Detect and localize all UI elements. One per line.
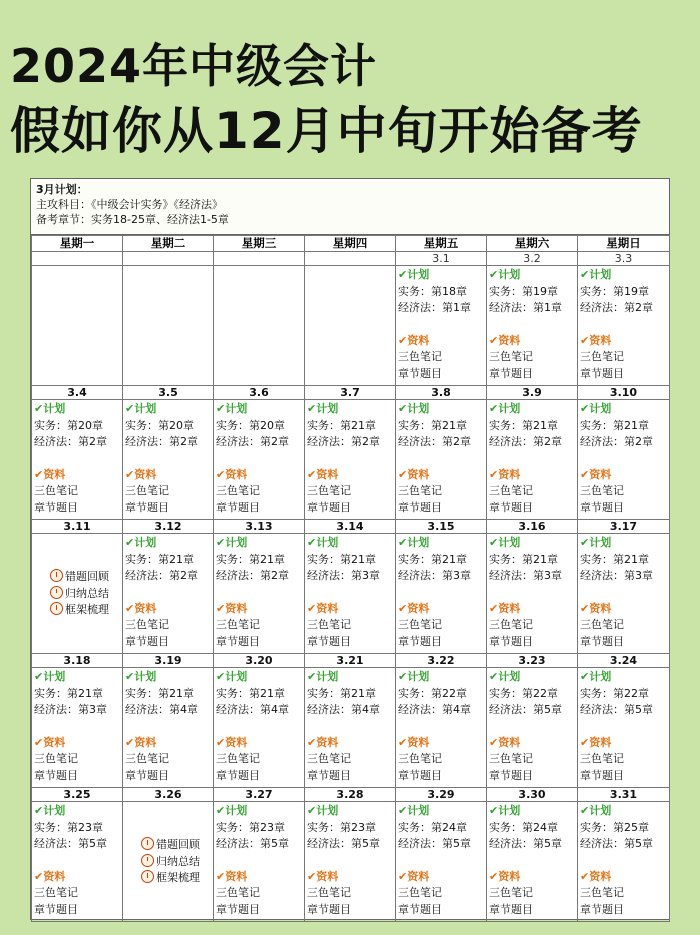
plan-label: ✔计划	[398, 268, 430, 281]
resource-label: ✔资料	[489, 735, 521, 749]
date-label: 3.13	[214, 520, 305, 534]
plan-label: ✔计划	[216, 804, 248, 817]
jingjifa-chapter: 经济法：第2章	[398, 435, 471, 448]
resource-label: ✔资料	[398, 869, 430, 883]
date-label: 3.1	[396, 252, 487, 266]
plan-sheet	[30, 178, 670, 920]
resource-notes: 三色笔记	[34, 752, 78, 765]
resource-questions: 章节题目	[307, 902, 351, 916]
day-cell	[578, 534, 670, 654]
date-label	[32, 252, 123, 266]
resource-label: ✔资料	[489, 467, 521, 481]
date-label: 3.11	[32, 520, 123, 534]
shiwu-chapter: 实务：第20章	[34, 418, 103, 432]
resource-questions: 章节题目	[34, 902, 78, 916]
date-label: 3.10	[578, 386, 670, 400]
plan-label: ✔计划	[489, 402, 521, 415]
weekday-header: 星期一	[32, 236, 123, 252]
jingjifa-chapter: 经济法：第2章	[125, 435, 198, 448]
resource-label: ✔资料	[489, 333, 521, 347]
plan-label: ✔计划	[489, 670, 521, 683]
resource-label: ✔资料	[216, 869, 248, 883]
resource-questions: 章节题目	[216, 634, 260, 648]
resource-questions: 章节题目	[307, 634, 351, 648]
alarm-clock-icon	[141, 870, 154, 883]
plan-label: ✔计划	[489, 268, 521, 281]
date-row	[32, 386, 670, 400]
date-label: 3.19	[123, 654, 214, 668]
plan-label: ✔计划	[307, 536, 339, 549]
weekday-header: 星期日	[578, 236, 670, 252]
jingjifa-chapter: 经济法：第2章	[125, 569, 198, 582]
weekday-header: 星期六	[487, 236, 578, 252]
shiwu-chapter: 实务：第21章	[307, 552, 376, 566]
resource-questions: 章节题目	[489, 634, 533, 648]
resource-notes: 三色笔记	[398, 886, 442, 899]
resource-notes: 三色笔记	[580, 350, 624, 363]
resource-questions: 章节题目	[125, 768, 169, 782]
shiwu-chapter: 实务：第21章	[398, 418, 467, 432]
resource-questions: 章节题目	[216, 500, 260, 514]
date-label: 3.22	[396, 654, 487, 668]
day-row	[32, 400, 670, 520]
day-cell	[32, 400, 123, 520]
resource-label: ✔资料	[125, 467, 157, 481]
day-row	[32, 668, 670, 788]
jingjifa-chapter: 经济法：第2章	[489, 435, 562, 448]
jingjifa-chapter: 经济法：第3章	[34, 703, 107, 716]
jingjifa-chapter: 经济法：第2章	[580, 435, 653, 448]
day-cell	[123, 802, 214, 922]
jingjifa-chapter: 经济法：第5章	[489, 837, 562, 850]
jingjifa-chapter: 经济法：第1章	[489, 301, 562, 314]
day-cell	[487, 534, 578, 654]
weekday-header: 星期五	[396, 236, 487, 252]
alarm-clock-icon	[50, 602, 63, 615]
shiwu-chapter: 实务：第19章	[580, 284, 649, 298]
shiwu-chapter: 实务：第21章	[125, 552, 194, 566]
plan-label: ✔计划	[216, 670, 248, 683]
shiwu-chapter: 实务：第23章	[34, 820, 103, 834]
review-item: 归纳总结	[156, 854, 200, 868]
jingjifa-chapter: 经济法：第4章	[307, 703, 380, 716]
shiwu-chapter: 实务：第21章	[216, 686, 285, 700]
jingjifa-chapter: 经济法：第2章	[580, 301, 653, 314]
plan-label: ✔计划	[398, 804, 430, 817]
jingjifa-chapter: 经济法：第5章	[34, 837, 107, 850]
resource-questions: 章节题目	[34, 500, 78, 514]
resource-notes: 三色笔记	[489, 350, 533, 363]
resource-label: ✔资料	[216, 467, 248, 481]
date-label: 3.9	[487, 386, 578, 400]
resource-notes: 三色笔记	[398, 752, 442, 765]
resource-label: ✔资料	[398, 333, 430, 347]
plan-label: ✔计划	[580, 268, 612, 281]
day-row	[32, 802, 670, 922]
day-cell	[578, 400, 670, 520]
resource-notes: 三色笔记	[398, 350, 442, 363]
jingjifa-chapter: 经济法：第5章	[580, 703, 653, 716]
date-label: 3.7	[305, 386, 396, 400]
resource-questions: 章节题目	[489, 500, 533, 514]
resource-notes: 三色笔记	[34, 886, 78, 899]
jingjifa-chapter: 经济法：第3章	[307, 569, 380, 582]
shiwu-chapter: 实务：第23章	[307, 820, 376, 834]
day-cell	[123, 668, 214, 788]
date-label: 3.27	[214, 788, 305, 802]
date-label: 3.21	[305, 654, 396, 668]
jingjifa-chapter: 经济法：第5章	[398, 837, 471, 850]
plan-info	[31, 179, 669, 235]
resource-label: ✔资料	[307, 601, 339, 615]
resource-notes: 三色笔记	[489, 618, 533, 631]
resource-label: ✔资料	[307, 467, 339, 481]
plan-label: ✔计划	[398, 670, 430, 683]
resource-questions: 章节题目	[489, 768, 533, 782]
resource-questions: 章节题目	[489, 902, 533, 916]
date-label: 3.2	[487, 252, 578, 266]
resource-questions: 章节题目	[307, 500, 351, 514]
jingjifa-chapter: 经济法：第3章	[580, 569, 653, 582]
resource-label: ✔资料	[34, 869, 66, 883]
resource-notes: 三色笔记	[307, 886, 351, 899]
resource-label: ✔资料	[489, 869, 521, 883]
plan-label: ✔计划	[34, 804, 66, 817]
resource-notes: 三色笔记	[489, 752, 533, 765]
resource-notes: 三色笔记	[216, 886, 260, 899]
review-list	[34, 535, 122, 619]
resource-label: ✔资料	[580, 869, 612, 883]
plan-subjects: 主攻科目：《中级会计实务》《经济法》	[36, 198, 223, 211]
day-cell	[396, 668, 487, 788]
jingjifa-chapter: 经济法：第2章	[34, 435, 107, 448]
day-cell	[305, 534, 396, 654]
resource-label: ✔资料	[125, 735, 157, 749]
resource-label: ✔资料	[489, 601, 521, 615]
date-label: 3.31	[578, 788, 670, 802]
day-cell	[487, 668, 578, 788]
date-label	[123, 252, 214, 266]
shiwu-chapter: 实务：第22章	[580, 686, 649, 700]
date-label: 3.30	[487, 788, 578, 802]
weekday-header-row	[32, 236, 670, 252]
resource-questions: 章节题目	[34, 768, 78, 782]
plan-label: ✔计划	[489, 804, 521, 817]
resource-label: ✔资料	[34, 467, 66, 481]
alarm-clock-icon	[141, 854, 154, 867]
day-cell	[32, 802, 123, 922]
shiwu-chapter: 实务：第24章	[489, 820, 558, 834]
day-cell	[487, 802, 578, 922]
resource-notes: 三色笔记	[580, 484, 624, 497]
jingjifa-chapter: 经济法：第3章	[398, 569, 471, 582]
resource-label: ✔资料	[580, 467, 612, 481]
resource-notes: 三色笔记	[307, 484, 351, 497]
resource-questions: 章节题目	[398, 634, 442, 648]
date-label: 3.23	[487, 654, 578, 668]
jingjifa-chapter: 经济法：第5章	[307, 837, 380, 850]
resource-questions: 章节题目	[580, 634, 624, 648]
jingjifa-chapter: 经济法：第5章	[216, 837, 289, 850]
jingjifa-chapter: 经济法：第5章	[580, 837, 653, 850]
shiwu-chapter: 实务：第23章	[216, 820, 285, 834]
resource-questions: 章节题目	[489, 366, 533, 380]
plan-label: ✔计划	[580, 804, 612, 817]
resource-label: ✔资料	[307, 735, 339, 749]
date-label: 3.28	[305, 788, 396, 802]
review-item: 框架梳理	[156, 871, 200, 884]
plan-label: ✔计划	[398, 402, 430, 415]
shiwu-chapter: 实务：第21章	[489, 552, 558, 566]
date-row	[32, 788, 670, 802]
resource-questions: 章节题目	[580, 768, 624, 782]
date-label: 3.25	[32, 788, 123, 802]
date-label: 3.20	[214, 654, 305, 668]
plan-label: ✔计划	[216, 402, 248, 415]
date-row	[32, 252, 670, 266]
date-label	[305, 252, 396, 266]
shiwu-chapter: 实务：第21章	[216, 552, 285, 566]
shiwu-chapter: 实务：第24章	[398, 820, 467, 834]
day-cell	[32, 534, 123, 654]
day-cell	[487, 266, 578, 386]
resource-notes: 三色笔记	[580, 618, 624, 631]
plan-label: ✔计划	[307, 670, 339, 683]
plan-label: ✔计划	[307, 402, 339, 415]
resource-notes: 三色笔记	[489, 886, 533, 899]
day-cell	[578, 266, 670, 386]
day-cell	[396, 400, 487, 520]
resource-notes: 三色笔记	[580, 886, 624, 899]
day-cell	[305, 266, 396, 386]
shiwu-chapter: 实务：第19章	[489, 284, 558, 298]
review-item: 框架梳理	[65, 603, 109, 616]
jingjifa-chapter: 经济法：第3章	[489, 569, 562, 582]
page-title-line2: 假如你从12月中旬开始备考	[10, 102, 643, 160]
date-label: 3.29	[396, 788, 487, 802]
resource-questions: 章节题目	[216, 902, 260, 916]
day-cell	[32, 668, 123, 788]
plan-heading: 3月计划：	[36, 183, 88, 196]
plan-label: ✔计划	[489, 536, 521, 549]
resource-notes: 三色笔记	[398, 484, 442, 497]
resource-questions: 章节题目	[307, 768, 351, 782]
resource-questions: 章节题目	[398, 366, 442, 380]
date-row	[32, 520, 670, 534]
review-item: 错题回顾	[156, 838, 200, 851]
plan-label: ✔计划	[125, 536, 157, 549]
plan-label: ✔计划	[307, 804, 339, 817]
shiwu-chapter: 实务：第20章	[216, 418, 285, 432]
resource-notes: 三色笔记	[489, 484, 533, 497]
jingjifa-chapter: 经济法：第4章	[216, 703, 289, 716]
shiwu-chapter: 实务：第21章	[307, 686, 376, 700]
plan-label: ✔计划	[580, 402, 612, 415]
day-cell	[214, 534, 305, 654]
shiwu-chapter: 实务：第18章	[398, 284, 467, 298]
resource-label: ✔资料	[398, 601, 430, 615]
plan-label: ✔计划	[125, 670, 157, 683]
date-label	[214, 252, 305, 266]
plan-label: ✔计划	[125, 402, 157, 415]
resource-label: ✔资料	[398, 467, 430, 481]
jingjifa-chapter: 经济法：第5章	[489, 703, 562, 716]
shiwu-chapter: 实务：第21章	[398, 552, 467, 566]
date-label: 3.15	[396, 520, 487, 534]
jingjifa-chapter: 经济法：第2章	[216, 435, 289, 448]
day-cell	[32, 266, 123, 386]
resource-questions: 章节题目	[125, 634, 169, 648]
date-label: 3.26	[123, 788, 214, 802]
resource-label: ✔资料	[216, 601, 248, 615]
resource-questions: 章节题目	[216, 768, 260, 782]
resource-notes: 三色笔记	[216, 752, 260, 765]
shiwu-chapter: 实务：第21章	[125, 686, 194, 700]
resource-notes: 三色笔记	[125, 484, 169, 497]
day-cell	[305, 668, 396, 788]
shiwu-chapter: 实务：第21章	[307, 418, 376, 432]
day-cell	[578, 668, 670, 788]
page-title-line1: 2024年中级会计	[10, 39, 378, 93]
date-label: 3.24	[578, 654, 670, 668]
resource-questions: 章节题目	[580, 902, 624, 916]
jingjifa-chapter: 经济法：第2章	[216, 569, 289, 582]
resource-questions: 章节题目	[125, 500, 169, 514]
weekday-header: 星期三	[214, 236, 305, 252]
resource-questions: 章节题目	[398, 902, 442, 916]
resource-label: ✔资料	[307, 869, 339, 883]
day-row	[32, 266, 670, 386]
calendar-table	[31, 235, 670, 922]
resource-label: ✔资料	[398, 735, 430, 749]
day-cell	[123, 534, 214, 654]
jingjifa-chapter: 经济法：第2章	[307, 435, 380, 448]
day-cell	[123, 266, 214, 386]
shiwu-chapter: 实务：第21章	[580, 418, 649, 432]
day-cell	[396, 802, 487, 922]
resource-notes: 三色笔记	[34, 484, 78, 497]
day-cell	[123, 400, 214, 520]
shiwu-chapter: 实务：第22章	[489, 686, 558, 700]
resource-label: ✔资料	[580, 735, 612, 749]
shiwu-chapter: 实务：第21章	[489, 418, 558, 432]
plan-label: ✔计划	[216, 536, 248, 549]
day-cell	[214, 668, 305, 788]
weekday-header: 星期二	[123, 236, 214, 252]
resource-label: ✔资料	[216, 735, 248, 749]
resource-questions: 章节题目	[398, 500, 442, 514]
date-label: 3.3	[578, 252, 670, 266]
alarm-clock-icon	[141, 837, 154, 850]
review-item: 归纳总结	[65, 586, 109, 600]
weekday-header: 星期四	[305, 236, 396, 252]
day-cell	[396, 266, 487, 386]
day-cell	[214, 802, 305, 922]
resource-label: ✔资料	[580, 333, 612, 347]
plan-label: ✔计划	[580, 536, 612, 549]
alarm-clock-icon	[50, 569, 63, 582]
jingjifa-chapter: 经济法：第1章	[398, 301, 471, 314]
day-row	[32, 534, 670, 654]
day-cell	[487, 400, 578, 520]
resource-notes: 三色笔记	[398, 618, 442, 631]
shiwu-chapter: 实务：第22章	[398, 686, 467, 700]
plan-label: ✔计划	[34, 670, 66, 683]
date-label: 3.6	[214, 386, 305, 400]
day-cell	[396, 534, 487, 654]
review-item: 错题回顾	[65, 570, 109, 583]
resource-label: ✔资料	[34, 735, 66, 749]
plan-label: ✔计划	[580, 670, 612, 683]
plan-label: ✔计划	[398, 536, 430, 549]
resource-notes: 三色笔记	[307, 618, 351, 631]
date-label: 3.17	[578, 520, 670, 534]
review-list	[125, 803, 213, 887]
day-cell	[214, 400, 305, 520]
date-label: 3.8	[396, 386, 487, 400]
date-label: 3.16	[487, 520, 578, 534]
date-label: 3.12	[123, 520, 214, 534]
resource-label: ✔资料	[580, 601, 612, 615]
plan-label: ✔计划	[34, 402, 66, 415]
resource-notes: 三色笔记	[125, 752, 169, 765]
shiwu-chapter: 实务：第21章	[34, 686, 103, 700]
shiwu-chapter: 实务：第25章	[580, 820, 649, 834]
alarm-clock-icon	[50, 586, 63, 599]
date-label: 3.5	[123, 386, 214, 400]
resource-notes: 三色笔记	[307, 752, 351, 765]
date-label: 3.4	[32, 386, 123, 400]
date-label: 3.18	[32, 654, 123, 668]
resource-questions: 章节题目	[580, 500, 624, 514]
resource-questions: 章节题目	[398, 768, 442, 782]
plan-chapters: 备考章节：实务18-25章、经济法1-5章	[36, 213, 229, 226]
date-label: 3.14	[305, 520, 396, 534]
shiwu-chapter: 实务：第20章	[125, 418, 194, 432]
date-row	[32, 654, 670, 668]
jingjifa-chapter: 经济法：第4章	[398, 703, 471, 716]
resource-notes: 三色笔记	[216, 484, 260, 497]
day-cell	[305, 400, 396, 520]
resource-notes: 三色笔记	[125, 618, 169, 631]
shiwu-chapter: 实务：第21章	[580, 552, 649, 566]
resource-label: ✔资料	[125, 601, 157, 615]
day-cell	[305, 802, 396, 922]
resource-notes: 三色笔记	[580, 752, 624, 765]
day-cell	[214, 266, 305, 386]
resource-questions: 章节题目	[580, 366, 624, 380]
day-cell	[578, 802, 670, 922]
resource-notes: 三色笔记	[216, 618, 260, 631]
jingjifa-chapter: 经济法：第4章	[125, 703, 198, 716]
